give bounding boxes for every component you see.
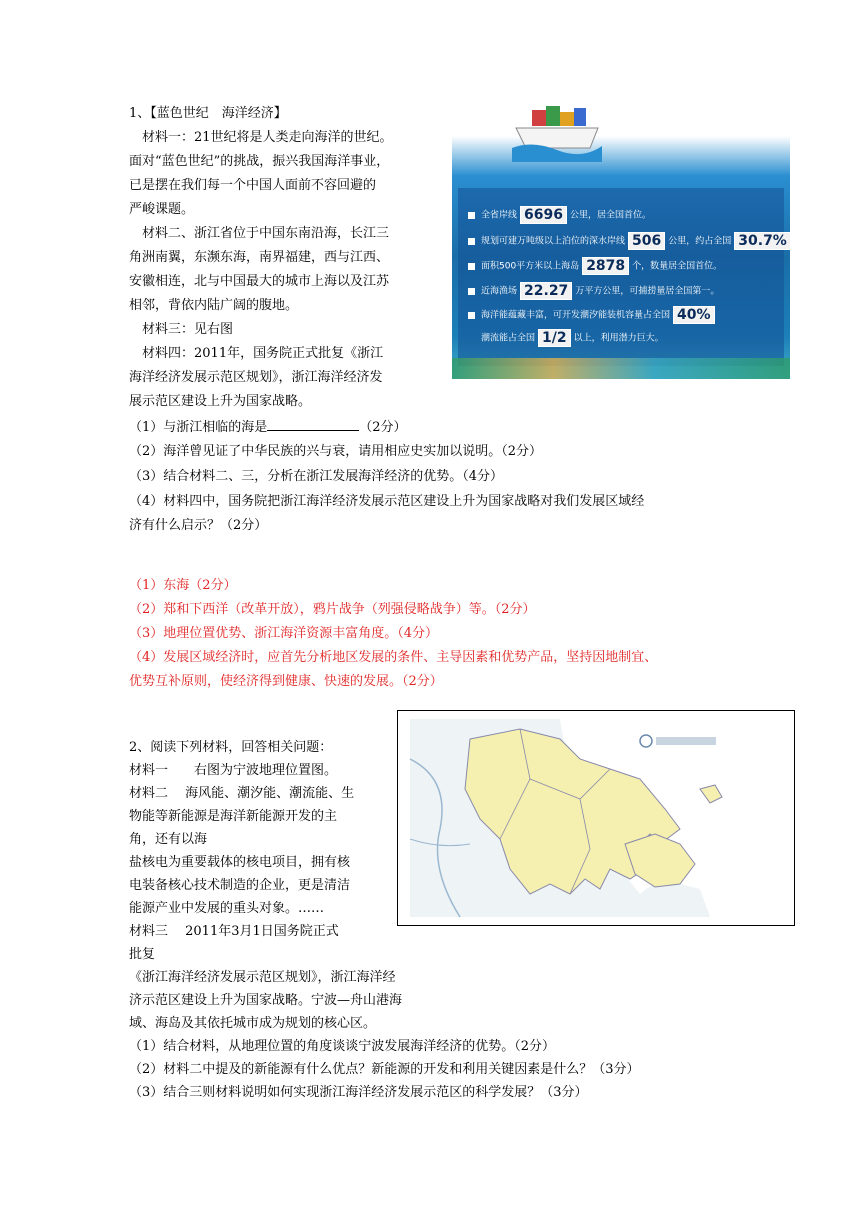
answer-blank[interactable] xyxy=(267,416,359,431)
infographic-row: 海洋能蕴藏丰富，可开发潮汐能装机容量占全国 40% xyxy=(468,306,718,324)
question-3: （3）结合材料二、三，分析在浙江发展海洋经济的优势。（4分） xyxy=(129,469,504,484)
q1-title: 1、【蓝色世纪 海洋经济】 xyxy=(129,106,287,121)
q2-line: 材料三 2011年3月1日国务院正式 xyxy=(129,924,339,939)
material1-line: 严峻课题。 xyxy=(129,202,195,217)
material4-line: 海洋经济发展示范区规划》，浙江海洋经济发 xyxy=(129,370,383,385)
q2-line: 材料二 海风能、潮汐能、潮流能、生 xyxy=(129,786,355,801)
material1-line: 已是摆在我们每一个中国人面前不容回避的 xyxy=(129,178,377,193)
answer-4: （4）发展区域经济时，应首先分析地区发展的条件、主导因素和优势产品，坚持因地制宜、 xyxy=(129,650,658,665)
ship-illustration xyxy=(512,104,602,162)
infographic-row: 面积500平方米以上海岛 2878 个，数量居全国首位。 xyxy=(468,257,722,275)
material1-line: 材料一：21世纪将是人类走向海洋的世纪。 xyxy=(129,130,393,145)
question-1 xyxy=(129,416,407,439)
q2-line: 济示范区建设上升为国家战略。宁波—舟山港海 xyxy=(129,993,403,1008)
ningbo-location-map xyxy=(397,710,795,926)
material3-line: 材料三：见右图 xyxy=(129,322,234,337)
question-1-suffix: （2分） xyxy=(359,420,407,435)
material2-line: 材料二、浙江省位于中国东南沿海，长江三 xyxy=(129,226,390,241)
material2-line: 角洲南翼，东濒东海，南界福建，西与江西、 xyxy=(129,250,390,265)
q2-line: 材料一 右图为宁波地理位置图。 xyxy=(129,763,338,778)
bullet-icon xyxy=(468,263,475,270)
infographic-row: 全省岸线 6696 公里，居全国首位。 xyxy=(468,206,651,224)
answer-1: （1）东海（2分） xyxy=(129,578,237,593)
q2-line: 能源产业中发展的重头对象。…… xyxy=(129,901,325,916)
q2-line: 物能等新能源是海洋新能源开发的主 xyxy=(129,809,338,824)
bullet-icon xyxy=(468,288,475,295)
infographic-row: 规划可建万吨级以上泊位的深水岸线 506 公里，约占全国 30.7% 。 xyxy=(468,232,803,250)
material2-line: 相邻，背依内陆广阔的腹地。 xyxy=(129,298,299,313)
bullet-icon xyxy=(468,312,475,319)
q2-question-3: （3）结合三则材料说明如何实现浙江海洋经济发展示范区的科学发展？（3分） xyxy=(129,1085,588,1100)
material4-line: 展示范区建设上升为国家战略。 xyxy=(129,394,312,409)
answer-4-cont: 优势互补原则，使经济得到健康、快速的发展。（2分） xyxy=(129,674,443,689)
question-2: （2）海洋曾见证了中华民族的兴与衰，请用相应史实加以说明。（2分） xyxy=(129,444,543,459)
q2-line: 电装备核心技术制造的企业，更是清洁 xyxy=(129,878,351,893)
material2-line: 安徽相连，北与中国最大的城市上海以及江苏 xyxy=(129,274,390,289)
material1-line: 面对“蓝色世纪”的挑战，振兴我国海洋事业， xyxy=(129,154,390,169)
q2-line: 盐核电为重要载体的核电项目，拥有核 xyxy=(129,855,351,870)
q2-line: 域、海岛及其依托城市成为规划的核心区。 xyxy=(129,1016,377,1031)
q2-line: 2、阅读下列材料，回答相关问题： xyxy=(129,740,333,755)
seabed-decoration xyxy=(452,358,790,379)
map-illustration xyxy=(410,719,782,917)
question-1-prefix: （1）与浙江相临的海是 xyxy=(129,420,268,435)
q2-line: 批复 xyxy=(129,947,156,962)
question-4-cont: 济有什么启示？（2分） xyxy=(129,518,268,533)
answer-3: （3）地理位置优势、浙江海洋资源丰富角度。（4分） xyxy=(129,626,439,641)
q2-line: 《浙江海洋经济发展示范区规划》，浙江海洋经 xyxy=(129,970,396,985)
q2-question-2: （2）材料二中提及的新能源有什么优点？新能源的开发和利用关键因素是什么？（3分） xyxy=(129,1062,640,1077)
question-4: （4）材料四中，国务院把浙江海洋经济发展示范区建设上升为国家战略对我们发展区域经 xyxy=(129,494,645,509)
ocean-economy-infographic xyxy=(452,96,803,379)
bullet-icon xyxy=(468,212,475,219)
infographic-row: 潮流能占全国 1/2 以上，利用潜力巨大。 xyxy=(481,330,664,346)
bullet-icon xyxy=(468,238,475,245)
q2-question-1: （1）结合材料，从地理位置的角度谈谈宁波发展海洋经济的优势。（2分） xyxy=(129,1039,556,1054)
q2-line: 角，还有以海 xyxy=(129,832,208,847)
infographic-row: 近海渔场 22.27 万平方公里，可捕捞量居全国第一。 xyxy=(468,282,719,300)
answer-2: （2）郑和下西洋（改革开放），鸦片战争（列强侵略战争）等。（2分） xyxy=(129,602,536,617)
material4-line: 材料四：2011年，国务院正式批复《浙江 xyxy=(129,346,384,361)
